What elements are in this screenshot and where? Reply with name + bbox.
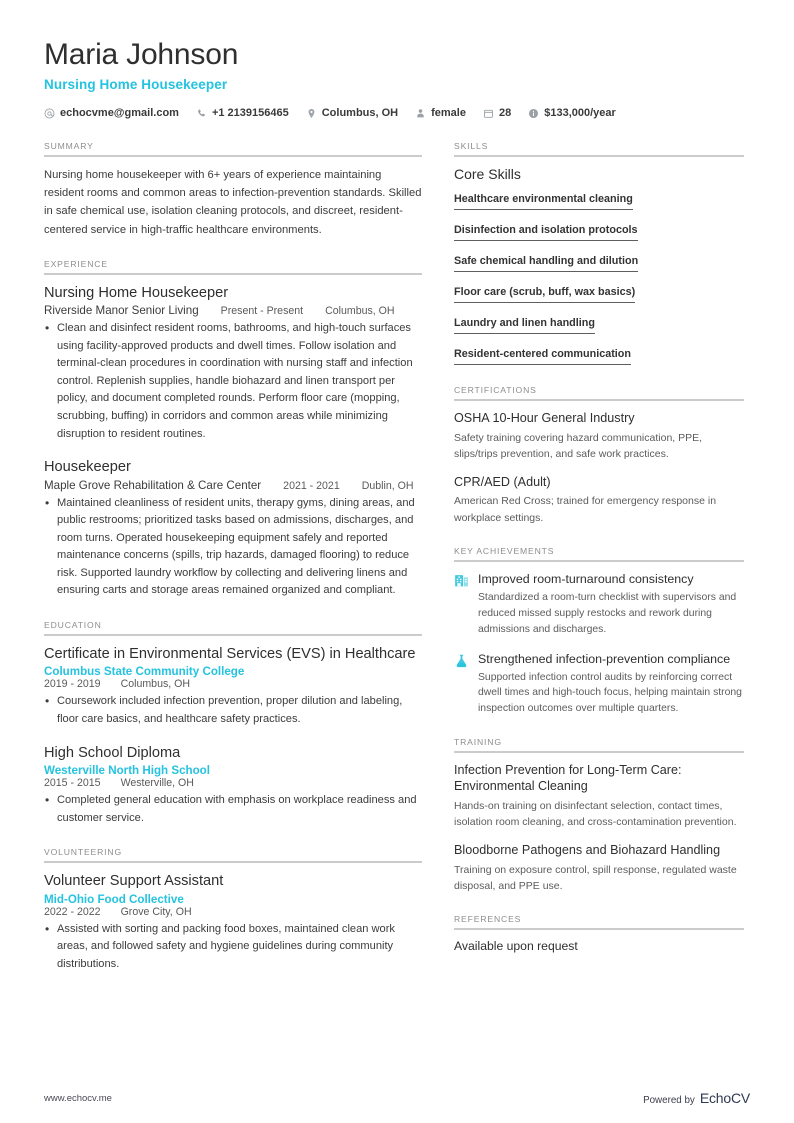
section-divider [44, 861, 422, 863]
skill-label: Safe chemical handling and dilution [454, 255, 638, 272]
experience-entry [44, 284, 422, 443]
phone-icon [196, 108, 207, 119]
entry-title: Volunteer Support Assistant [44, 873, 224, 890]
section-divider [454, 560, 744, 562]
entry-dates: 2022 - 2022 [44, 905, 101, 918]
footer-powered-by [643, 1090, 750, 1106]
entry-title: Housekeeper [44, 459, 131, 476]
references-text: Available upon request [454, 939, 578, 954]
summary-text: Nursing home housekeeper with 6+ years of experience maintaining resident rooms and common areas to infection-prevention standards. Skilled in safe chemical use, isolation cleaning protocols, and discreet, resident-centered service in high-traffic healthcare environments. [44, 169, 422, 236]
certification-description: American Red Cross; trained for emergency response in workplace settings. [454, 495, 717, 524]
section-heading: VOLUNTEERING [44, 847, 123, 858]
section-divider [44, 634, 422, 636]
entry-organization: Westerville North High School [44, 764, 210, 778]
achievement-body [478, 651, 744, 718]
resume-header [44, 38, 750, 119]
flask-icon [454, 653, 469, 668]
bullet-item: • Coursework included infection prevention, proper dilution and labeling, floor care basics, and healthcare safety practices. [44, 693, 422, 728]
bullet-item: • Assisted with sorting and packing food boxes, maintained clean work areas, and followed safety and hygiene guidelines during community distributions. [44, 921, 422, 974]
bullet-item: • Completed general education with emphasis on workplace readiness and customer service. [44, 792, 422, 827]
skill-label: Resident-centered communication [454, 348, 631, 365]
contact-item[interactable] [44, 107, 179, 119]
entry-meta [44, 304, 422, 317]
training-list [454, 762, 744, 894]
certification-item [454, 474, 744, 526]
entry-bullets [44, 693, 422, 728]
volunteering-list [44, 872, 422, 973]
contact-item[interactable] [196, 107, 289, 119]
section-references [454, 914, 744, 953]
achievement-title: Strengthened infection-prevention compliance [478, 651, 731, 666]
entry-bullets [44, 921, 422, 974]
resume-body [44, 141, 750, 993]
section-education [44, 620, 422, 827]
certification-item [454, 410, 744, 462]
section-training [454, 737, 744, 894]
training-item [454, 842, 744, 894]
training-description: Hands-on training on disinfectant selection, contact times, isolation room cleaning, and cross-contamination prevention. [454, 799, 737, 829]
achievement-item [454, 651, 744, 718]
section-experience [44, 259, 422, 600]
achievement-item [454, 571, 744, 638]
email-icon [44, 108, 55, 119]
section-heading: EDUCATION [44, 619, 102, 630]
achievement-body [478, 571, 744, 638]
section-divider [454, 928, 744, 930]
training-title: Infection Prevention for Long-Term Care: Environmental Cleaning [454, 763, 682, 794]
skill-item [454, 344, 744, 365]
right-column [454, 141, 744, 973]
entry-subline [44, 777, 422, 789]
certification-description: Safety training covering hazard communication, PPE, slips/trips prevention, and safe work practices. [454, 431, 703, 460]
contact-item[interactable] [415, 107, 466, 119]
certifications-list [454, 410, 744, 526]
achievement-description: Standardized a room-turn checklist with supervisors and reduced missed supply restocks and rework during admissions and discharges. [478, 592, 737, 635]
section-heading: KEY ACHIEVEMENTS [454, 545, 555, 556]
skill-item [454, 251, 744, 272]
entry-organization: Columbus State Community College [44, 665, 245, 679]
page-title: Maria Johnson [44, 38, 239, 71]
certification-title: CPR/AED (Adult) [454, 475, 551, 490]
entry-location: Columbus, OH [325, 305, 395, 318]
entry-bullets [44, 320, 422, 443]
footer-powered-label: Powered by [643, 1095, 695, 1106]
skill-item [454, 282, 744, 303]
contact-value: $133,000/year [544, 107, 616, 120]
contact-bar [44, 107, 750, 119]
skill-label: Healthcare environmental cleaning [454, 193, 633, 210]
training-title: Bloodborne Pathogens and Biohazard Handling [454, 843, 721, 858]
section-heading: SKILLS [454, 141, 489, 152]
entry-title: Nursing Home Housekeeper [44, 284, 229, 301]
achievements-list [454, 571, 744, 717]
entry-location: Dublin, OH [361, 479, 414, 492]
section-divider [454, 155, 744, 157]
hospital-building-icon [454, 573, 469, 588]
skill-item [454, 189, 744, 210]
contact-item[interactable] [483, 107, 511, 119]
entry-subline [44, 678, 422, 690]
section-volunteering [44, 847, 422, 973]
section-divider [454, 751, 744, 753]
footer-brand: EchoCV [699, 1090, 750, 1106]
contact-item[interactable] [306, 107, 398, 119]
training-description: Training on exposure control, spill response, regulated waste disposal, and PPE use. [454, 863, 737, 892]
section-heading: CERTIFICATIONS [454, 385, 537, 396]
experience-list [44, 284, 422, 600]
skill-label: Laundry and linen handling [454, 317, 595, 334]
entry-dates: 2021 - 2021 [283, 479, 340, 492]
person-icon [415, 108, 426, 119]
calendar-icon [483, 108, 494, 119]
skill-item [454, 220, 744, 241]
entry-organization: Mid-Ohio Food Collective [44, 892, 184, 906]
bullet-item: • Clean and disinfect resident rooms, bathrooms, and high-touch surfaces using facility-approved products and dwell times. Follow isolation and terminal-clean procedures in coordination with nursing staff and infection control. Replenish supplies, handle biohazard and linen transport per policy, and document completed rounds. Perform floor care (mopping, scrubbing, buffing) in corridors and common areas while minimizing disruption to resident routines. [44, 320, 422, 443]
section-divider [44, 273, 422, 275]
entry-dates: 2019 - 2019 [44, 678, 101, 691]
page-footer [44, 1073, 750, 1123]
skill-label: Floor care (scrub, buff, wax basics) [454, 286, 635, 303]
entry-location: Columbus, OH [120, 678, 191, 691]
skills-group-heading: Core Skills [454, 166, 521, 183]
entry-location: Grove City, OH [120, 905, 192, 918]
entry-bullets [44, 792, 422, 827]
skill-item [454, 313, 744, 334]
contact-value: Columbus, OH [321, 107, 399, 120]
skill-label: Disinfection and isolation protocols [454, 224, 638, 241]
experience-entry [44, 458, 422, 600]
contact-item[interactable] [528, 107, 616, 119]
contact-value: 28 [498, 107, 512, 120]
entry-title: Certificate in Environmental Services (EVS) in Healthcare [44, 645, 416, 662]
section-heading: TRAINING [454, 737, 502, 748]
education-list [44, 645, 422, 827]
education-entry [44, 744, 422, 828]
location-icon [306, 108, 317, 119]
training-item [454, 762, 744, 830]
section-summary [44, 141, 422, 239]
section-heading: SUMMARY [44, 141, 94, 152]
entry-organization: Maple Grove Rehabilitation & Care Center [44, 478, 262, 492]
contact-value: +1 2139156465 [211, 107, 289, 120]
section-skills [454, 141, 744, 365]
entry-organization: Riverside Manor Senior Living [44, 304, 199, 318]
section-certifications [454, 385, 744, 526]
section-heading: REFERENCES [454, 914, 522, 925]
section-heading: EXPERIENCE [44, 258, 108, 269]
achievement-description: Supported infection control audits by reinforcing correct dwell times and high-touch focus, helping maintain strong inspection outcomes over multiple quarters. [478, 671, 742, 715]
entry-dates: Present - Present [220, 305, 304, 318]
header-role: Nursing Home Housekeeper [44, 77, 228, 93]
entry-dates: 2015 - 2015 [44, 777, 101, 790]
contact-value: echocvme@gmail.com [60, 107, 179, 120]
education-entry [44, 645, 422, 729]
volunteering-entry [44, 872, 422, 973]
section-divider [44, 155, 422, 157]
entry-meta [44, 479, 422, 492]
entry-location: Westerville, OH [120, 777, 194, 790]
entry-title: High School Diploma [44, 744, 181, 761]
section-divider [454, 399, 744, 401]
footer-url[interactable]: www.echocv.me [44, 1092, 112, 1104]
salary-icon [528, 108, 539, 119]
skills-list [454, 189, 744, 365]
entry-bullets [44, 495, 422, 600]
bullet-item: • Maintained cleanliness of resident units, therapy gyms, dining areas, and public restrooms; prioritized tasks based on admissions, discharges, and room turns. Operated housekeeping equipment safely and reported maintenance concerns (spills, trip hazards, damaged flooring) to reduce risk. Supported laundry workflow by collecting and delivering linens and ensuring carts and storage areas remained organized and compliant. [44, 495, 422, 600]
left-column [44, 141, 436, 993]
section-key-achievements [454, 546, 744, 717]
achievement-title: Improved room-turnaround consistency [478, 571, 694, 586]
certification-title: OSHA 10-Hour General Industry [454, 411, 635, 426]
contact-value: female [431, 107, 466, 120]
entry-subline [44, 906, 422, 918]
